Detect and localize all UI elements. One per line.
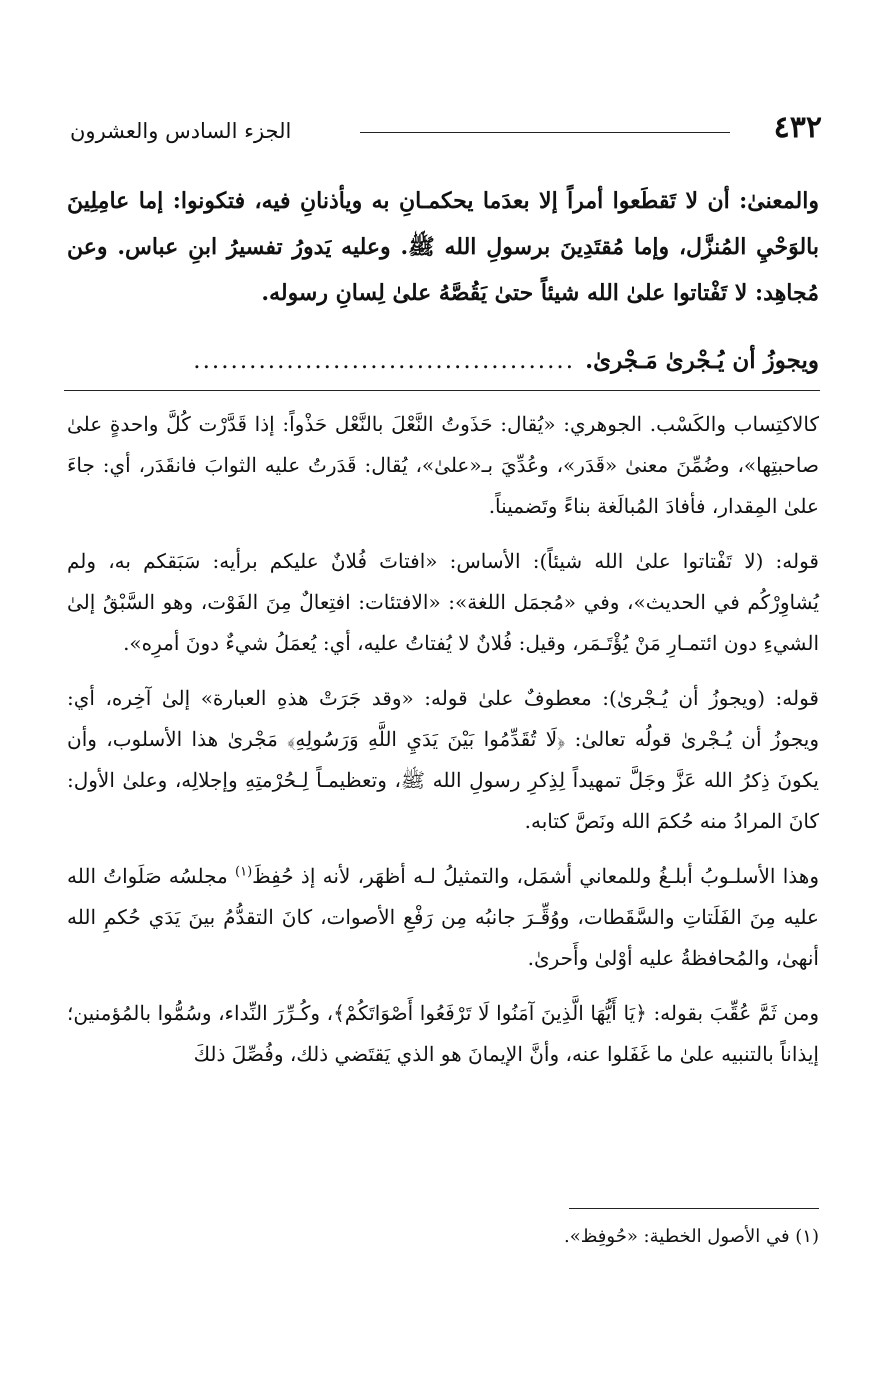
commentary-paragraph: كالاكتِساب والكَسْب. الجوهري: «يُقال: حَذَوتُ النَّعْلَ بالنَّعْل حَذْواً: إذا قَدَّرْت كُلَّ واحدةٍ علىٰ صاحبتِها»، وضُمِّنَ معنىٰ «قَدَر»، وعُدِّيَ بـ«علىٰ»، يُقال: قَدَرتُ عليه الثوابَ فانقَدَر، أي: جاءَ علىٰ المِقدار، فأفادَ المُبالَغة بناءً وتَضميناً. — [67, 412, 819, 518]
footnote-rule — [569, 1208, 819, 1209]
lemma-text: ويجوزُ أن يُـجْرىٰ مَـجْرىٰ. — [585, 347, 819, 374]
commentary-paragraph: قوله: (ويجوزُ أن يُـجْرىٰ): معطوفٌ علىٰ قوله: «وقد جَرَتْ هذهِ العبارة» إلىٰ آخِره، أي: ويجوزُ أن يُـجْرىٰ قولُه تعالىٰ: ﴿لَا تُقَدِّمُوا بَيْنَ يَدَيِ اللَّهِ وَرَسُولِهِ﴾ مَجْرىٰ هذا الأسلوب، وأن يكونَ ذِكرُ الله عَزَّ وجَلَّ تمهيداً لِذِكرِ رسولِ الله ﷺ، وتعظيمـاً لِـحُرْمتِهِ وإجلالِه، وعلىٰ الأول: كانَ المرادُ منه حُكمَ الله ونَصَّ كتابه. — [67, 686, 819, 833]
main-text — [67, 178, 819, 316]
page-number: ٤٣٢ — [773, 110, 822, 145]
lemma-heading — [67, 338, 819, 384]
footnote-marker: (١) — [235, 864, 253, 880]
lemma-dots: ......................................... — [193, 348, 576, 374]
commentary-paragraph: قوله: (لا تَفْتاتوا علىٰ الله شيئاً): الأساس: «افتاتَ فُلانٌ عليكم برأيه: سَبَقكم به، ولم يُشاوِرْكُم في الحديث»، وفي «مُجمَل اللغة»: «الافتئات: افتِعالٌ مِنَ الفَوْت، وهو السَّبْقُ إلىٰ الشيءِ دون ائتمـارِ مَنْ يُؤْتَـمَر، وقيل: فُلانٌ لا يُفتاتُ عليه، أي: يُعمَلُ شيءٌ دونَ أمرِه». — [67, 549, 819, 655]
commentary — [67, 404, 819, 1089]
running-title: الجزء السادس والعشرون — [70, 119, 292, 143]
main-text-quote: لا تَفْتاتوا علىٰ الله شيئاً حتىٰ يَقُصَّهُ علىٰ لِسانِ رسوله. — [261, 280, 748, 306]
header-rule — [360, 132, 730, 133]
commentary-paragraph — [67, 856, 819, 979]
footnote: (١) في الأصول الخطية: «حُوفِظ». — [563, 1226, 819, 1247]
section-divider — [64, 390, 820, 391]
commentary-text: مجلسُه صَلَواتُ الله عليه مِنَ الفَلَتاتِ والسَّقَطات، ووُقِّـرَ جانبُه مِن رَفْعِ الأصوات، كانَ التقدُّمُ بينَ يَدَي حُكمِ الله أنهىٰ، والمُحافظةُ عليه أوْلىٰ وأَحرىٰ. — [67, 864, 819, 970]
commentary-text: وهذا الأسلـوبُ أبلـغُ وللمعاني أشمَل، والتمثيلُ لـه أظهَر، لأنه إذ حُفِظَ — [252, 864, 819, 888]
commentary-paragraph: ومن ثَمَّ عُقِّبَ بقوله: ﴿يَا أَيُّهَا الَّذِينَ آمَنُوا لَا تَرْفَعُوا أَصْوَاتَكُمْ﴾، وكُـرِّرَ النِّداء، وسُمُّوا بالمُؤمنين؛ إيذاناً بالتنبيه علىٰ ما غَفَلوا عنه، وأنَّ الإيمانَ هو الذي يَقتَضي ذلك، وفُصِّلَ ذلكَ — [67, 1001, 819, 1066]
main-text-body: والمعنىٰ: أن لا تَقطَعوا أمراً إلا بعدَما يحكمـانِ به ويأذنانِ فيه، فتكونوا: إما عامِلِينَ بالوَحْيِ المُنزَّل، وإما مُقتَدِينَ برسولِ الله ﷺ. وعليه يَدورُ تفسيرُ ابنِ عباس. وعن مُجاهِد: — [67, 188, 819, 306]
page-header — [70, 108, 822, 152]
